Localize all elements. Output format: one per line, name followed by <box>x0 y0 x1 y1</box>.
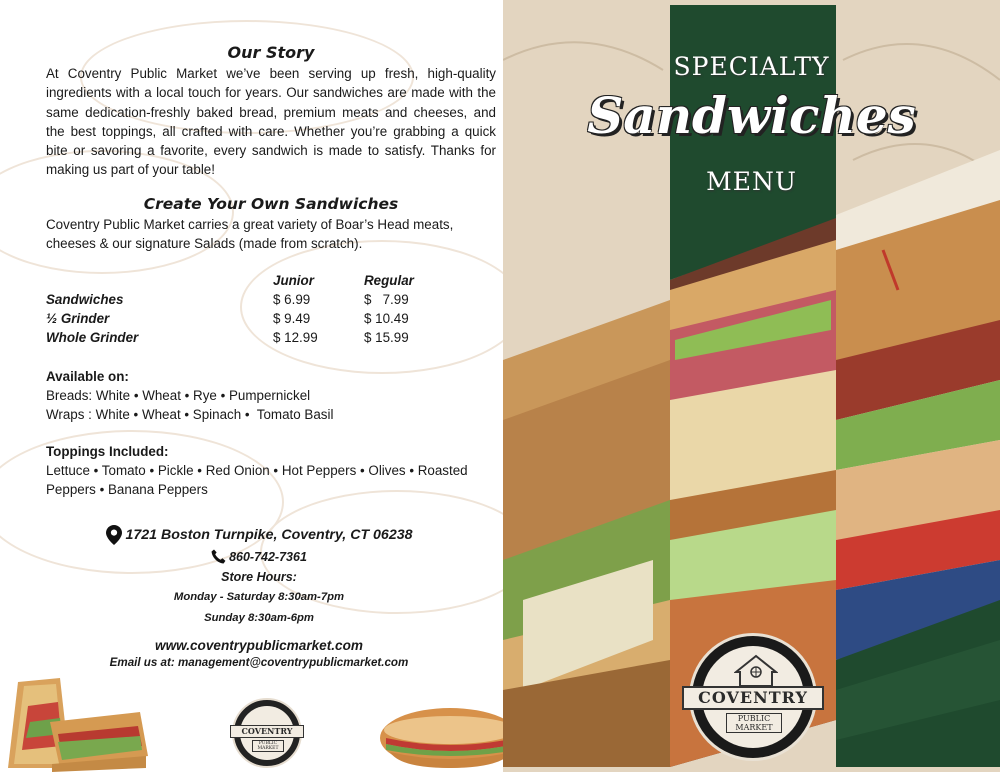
price-row-half-grinder <box>46 309 496 328</box>
junior-header: Junior <box>273 273 314 288</box>
breads-list: Breads: White • Wheat • Rye • Pumpernickel <box>46 388 311 403</box>
coventry-logo-small <box>232 698 302 768</box>
create-own-text: Coventry Public Market carries a great variety of Boar’s Head meats, cheeses & our signature Salads (made from scratch). <box>46 217 454 251</box>
price-row-sandwiches <box>46 290 496 309</box>
price-table-header <box>46 271 496 290</box>
item-name: ½ Grinder <box>46 311 110 326</box>
logo-subtitle: PUBLIC MARKET <box>726 713 782 733</box>
our-story-heading: Our Story <box>227 43 315 62</box>
cover-sandwiches: Sandwiches <box>587 86 916 145</box>
create-own-heading: Create Your Own Sandwiches <box>143 195 399 213</box>
toppings-list: Lettuce • Tomato • Pickle • Red Onion • Hot Peppers • Olives • Roasted Peppers • Banana Peppers <box>46 463 468 497</box>
logo-name: COVENTRY <box>230 725 304 738</box>
hours-sunday: Sunday 8:30am-6pm <box>204 612 314 624</box>
our-story-text: At Coventry Public Market we’ve been serving up fresh, high-quality ingredients with a local touch for years. Our sandwiches are made with the same dedication-freshly baked bread, premium meats and cheeses, and the best toppings, all crafted with care. Whether you’re grabbing a quick bite or savoring a favorite, every sandwich is made to satisfy. Thanks for making us part of your table! <box>46 66 496 178</box>
toppings-heading: Toppings Included: <box>46 444 169 459</box>
regular-price: $ 10.49 <box>364 311 409 326</box>
website-link[interactable]: www.coventrypublicmarket.com <box>155 638 363 653</box>
logo-name: COVENTRY <box>682 686 824 710</box>
coventry-logo <box>689 633 817 761</box>
available-on-section <box>46 367 496 424</box>
price-table <box>46 271 496 347</box>
email-line[interactable]: Email us at: management@coventrypublicmarket.com <box>109 656 409 669</box>
item-name: Whole Grinder <box>46 330 139 345</box>
logo-subtitle: PUBLIC MARKET <box>252 740 284 752</box>
regular-price: $ 15.99 <box>364 330 409 345</box>
wraps-list: Wraps : White • Wheat • Spinach • Tomato Basil <box>46 407 334 422</box>
contact-info <box>46 524 472 629</box>
phone-number: 860-742-7361 <box>229 549 307 564</box>
junior-price: $ 9.49 <box>273 311 311 326</box>
store-hours-heading: Store Hours: <box>221 570 297 584</box>
address-line <box>46 524 472 546</box>
address: 1721 Boston Turnpike, Coventry, CT 06238 <box>125 527 413 543</box>
junior-price: $ 12.99 <box>273 330 318 345</box>
sub-sandwich-image <box>380 700 503 770</box>
available-on-heading: Available on: <box>46 369 129 384</box>
regular-price: $ 7.99 <box>364 292 409 307</box>
hours-weekday: Monday - Saturday 8:30am-7pm <box>173 591 345 603</box>
price-row-whole-grinder <box>46 328 496 347</box>
band-diagonal <box>670 208 836 288</box>
cover-specialty: SPECIALTY <box>673 52 830 81</box>
panini-sandwich-image <box>0 676 150 772</box>
phone-icon <box>211 549 226 564</box>
regular-header: Regular <box>364 273 414 288</box>
junior-price: $ 6.99 <box>273 292 311 307</box>
phone-line <box>46 546 472 567</box>
menu-cover-panel <box>503 0 1000 772</box>
toppings-section <box>46 442 496 499</box>
cover-menu: MENU <box>706 167 797 196</box>
map-pin-icon <box>106 525 122 545</box>
item-name: Sandwiches <box>46 292 124 307</box>
barn-icon <box>734 654 778 686</box>
